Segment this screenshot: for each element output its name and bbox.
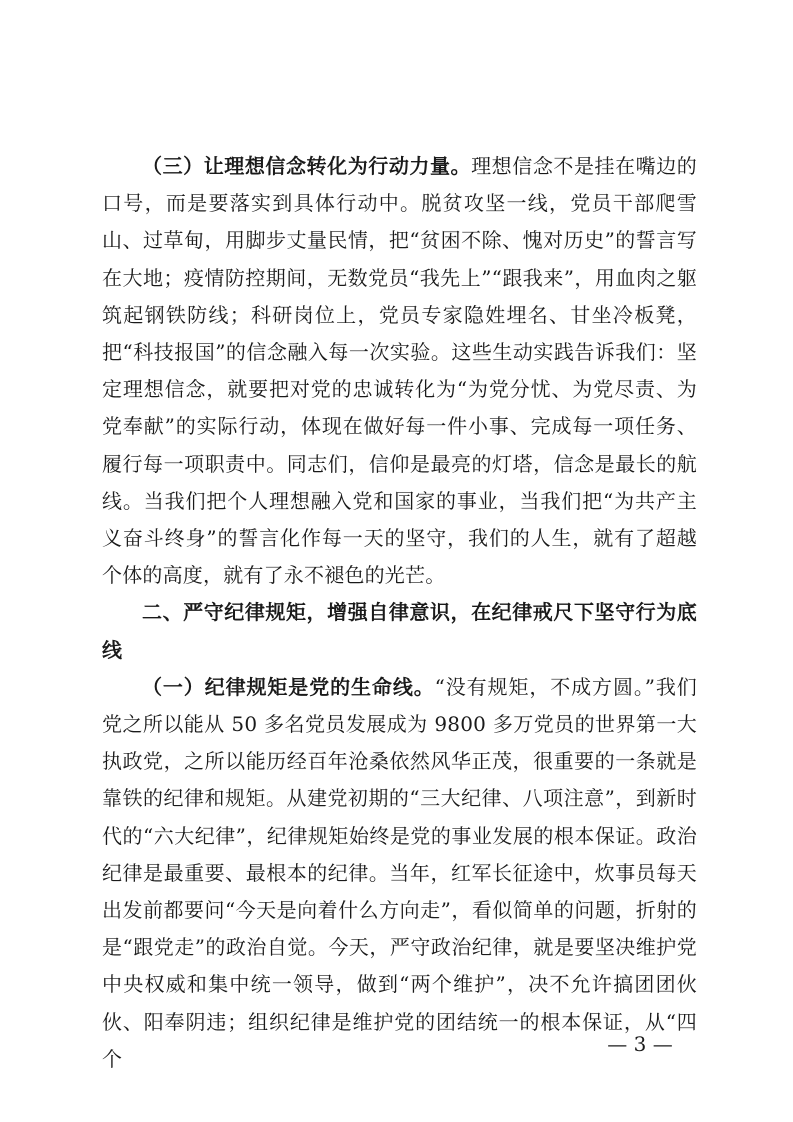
- paragraph-discipline-lifeline: [102, 669, 697, 1078]
- paragraph-text: 理想信念不是挂在嘴边的口号，而是要落实到具体行动中。脱贫攻坚一线，党员干部爬雪山、过草甸，用脚步丈量民情，把“贫困不除、愧对历史”的誓言写在大地；疫情防控期间，无数党员“我先上”“跟我来”，用血肉之躯筑起钢铁防线；科研岗位上，党员专家隐姓埋名、甘坐冷板凳，把“科技报国”的信念融入每一次实验。这些生动实践告诉我们：坚定理想信念，就要把对党的忠诚转化为“为党分忧、为党尽责、为党奉献”的实际行动，体现在做好每一件小事、完成每一项任务、履行每一项职责中。同志们，信仰是最亮的灯塔，信念是最长的航线。当我们把个人理想融入党和国家的事业，当我们把“为共产主义奋斗终身”的誓言化作每一天的坚守，我们的人生，就有了超越个体的高度，就有了永不褪色的光芒。: [102, 154, 697, 588]
- page-number: — 3 —: [607, 1032, 673, 1056]
- section-heading-discipline: 二、严守纪律规矩，增强自律意识，在纪律戒尺下坚守行为底线: [102, 600, 697, 662]
- document-body: [102, 148, 697, 1078]
- paragraph-ideals-into-action: [102, 148, 697, 594]
- subheading-discipline-lifeline: （一）纪律规矩是党的生命线。: [142, 674, 435, 699]
- paragraph-text: “没有规矩，不成方圆。”我们党之所以能从 50 多名党员发展成为 9800 多万党员的世界第一大执政党，之所以能历经百年沧桑依然风华正茂，很重要的一条就是靠铁的纪律和规矩。从建党初期的“三大纪律、八项注意”，到新时代的“六大纪律”，纪律规矩始终是党的事业发展的根本保证。政治纪律是最重要、最根本的纪律。当年，红军长征途中，炊事员每天出发前都要问“今天是向着什么方向走”，看似简单的问题，折射的是“跟党走”的政治自觉。今天，严守政治纪律，就是要坚决维护党中央权威和集中统一领导，做到“两个维护”，决不允许搞团团伙伙、阳奉阴违；组织纪律是维护党的团结统一的根本保证，从“四个: [102, 674, 697, 1071]
- subheading-ideals-into-action: （三）让理想信念转化为行动力量。: [142, 154, 472, 178]
